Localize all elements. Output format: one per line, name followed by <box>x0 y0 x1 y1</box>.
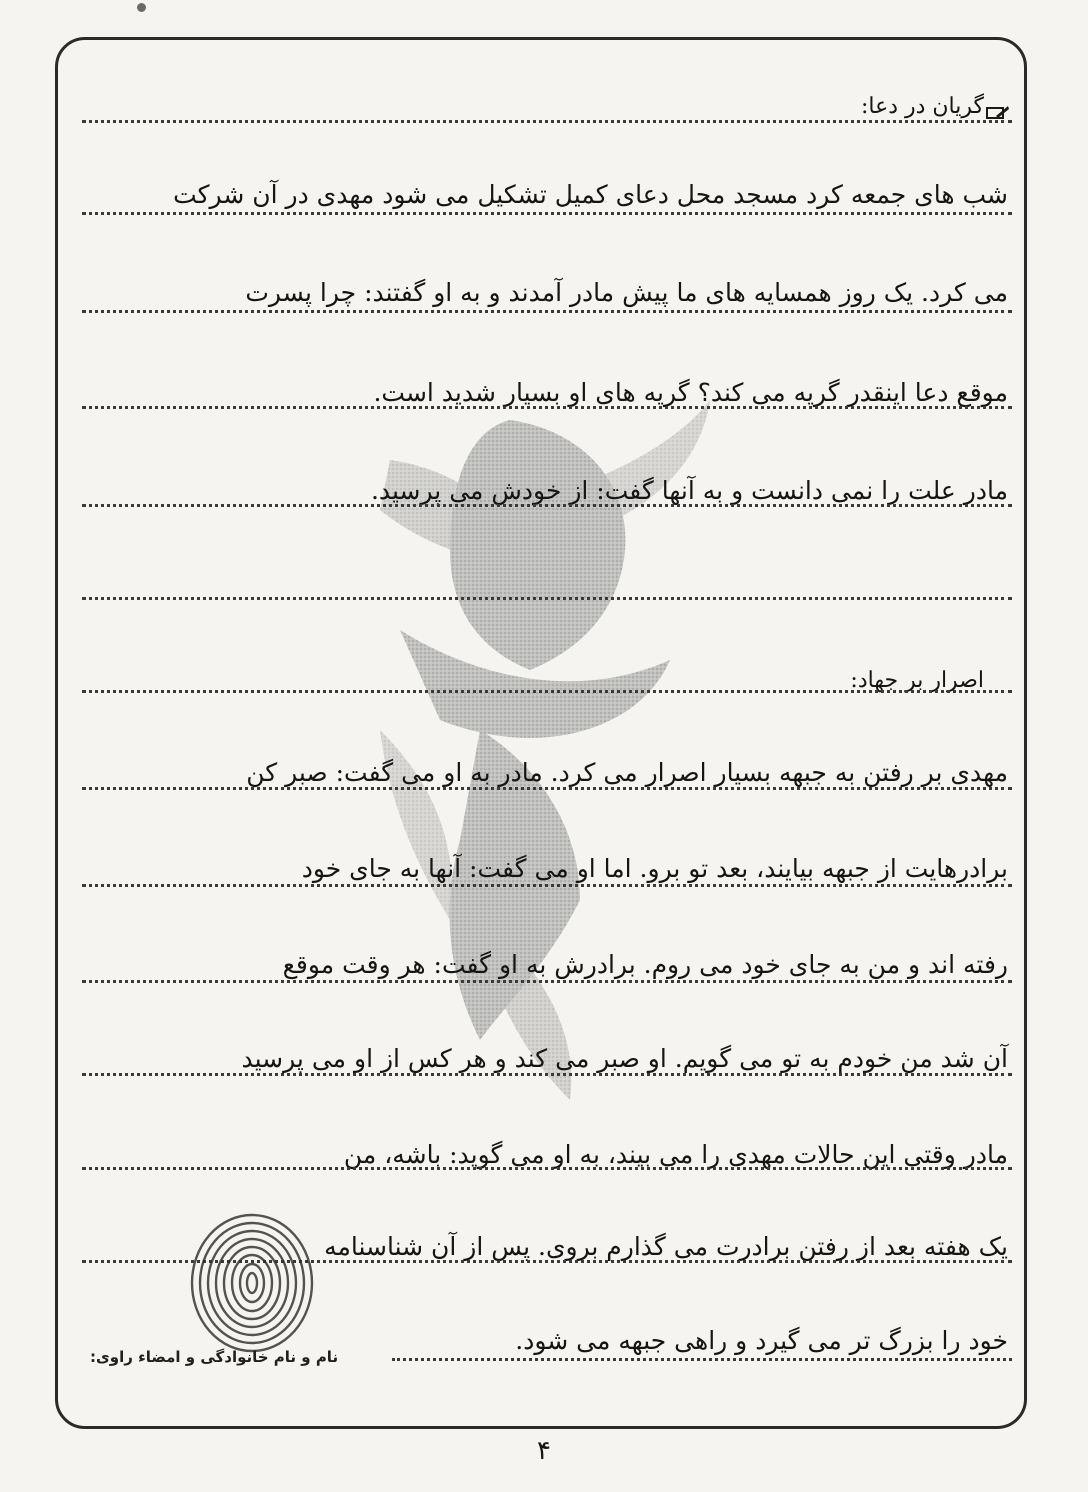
text-line: رفته اند و من به جای خود می روم. برادرش به او گفت: هر وقت موقع <box>282 950 1008 979</box>
narrator-signature-label: نام و نام خانوادگی و امضاء راوی: <box>90 1348 339 1366</box>
ruled-line <box>82 1073 1012 1076</box>
ruled-line <box>82 597 1012 600</box>
ruled-line <box>82 310 1012 313</box>
text-line: آن شد من خودم به تو می گویم. او صبر می کند و هر کس از او می پرسید <box>241 1044 1008 1073</box>
ruled-line <box>82 787 1012 790</box>
page-number: ۴ <box>537 1436 551 1466</box>
ruled-line <box>82 884 1012 887</box>
section-heading-crying-in-prayer: گریان در دعا: <box>860 94 984 119</box>
text-line: برادرهایت از جبهه بیایند، بعد تو برو. اما او می گفت: آنها به جای خود <box>301 854 1008 883</box>
text-line: موقع دعا اینقدر گریه می کند؟ گریه های او بسیار شدید است. <box>373 378 1008 407</box>
fingerprint-icon <box>182 1208 322 1358</box>
ruled-line <box>82 1167 1012 1170</box>
scan-speck <box>137 3 146 12</box>
ruled-line <box>82 212 1012 215</box>
text-line: یک هفته بعد از رفتن برادرت می گذارم بروی. پس از آن شناسنامه <box>324 1232 1008 1261</box>
section-heading-insisting-on-jihad: اصرار بر جهاد: <box>850 668 984 693</box>
text-line: خود را بزرگ تر می گیرد و راهی جبهه می شود. <box>515 1326 1008 1355</box>
ruled-line <box>82 690 1012 693</box>
ruled-line <box>82 406 1012 409</box>
text-line: مادر وقتی این حالات مهدی را می بیند، به او می گوید: باشه، من <box>343 1140 1008 1169</box>
text-line: مهدی بر رفتن به جبهه بسیار اصرار می کرد. مادر به او می گفت: صبر کن <box>246 758 1008 787</box>
ruled-line <box>82 120 1012 123</box>
text-line: مادر علت را نمی دانست و به آنها گفت: از خودش می پرسید. <box>370 476 1008 505</box>
ruled-line <box>82 504 1012 507</box>
ruled-line <box>392 1358 1012 1361</box>
text-line: می کرد. یک روز همسایه های ما پیش مادر آمدند و به او گفتند: چرا پسرت <box>245 278 1008 307</box>
ruled-line <box>82 980 1012 983</box>
text-line: شب های جمعه کرد مسجد محل دعای کمیل تشکیل می شود مهدی در آن شرکت <box>173 180 1008 209</box>
